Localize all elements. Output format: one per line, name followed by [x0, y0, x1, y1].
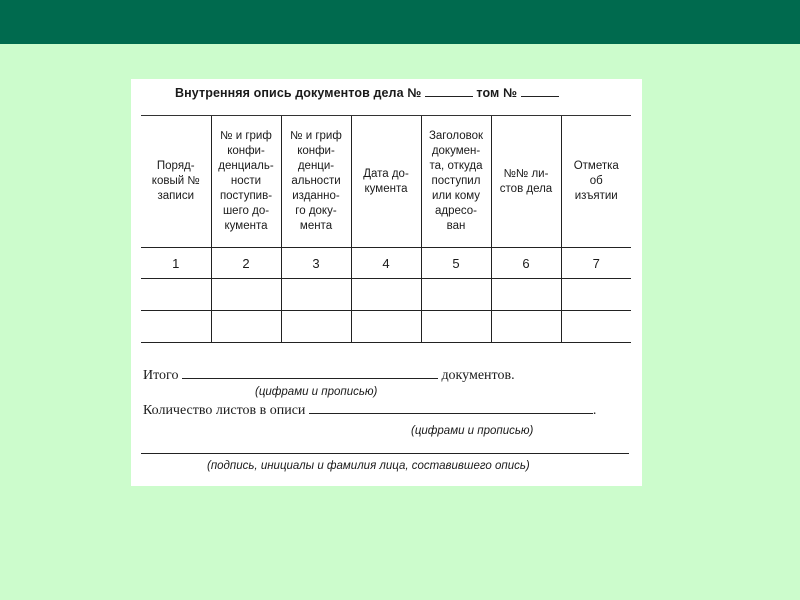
- column-number: 5: [421, 248, 491, 279]
- volume-number-blank: [521, 86, 559, 97]
- table-cell: [421, 311, 491, 343]
- column-number-row: [141, 248, 631, 279]
- inventory-form: [131, 79, 642, 486]
- table-cell: [351, 279, 421, 311]
- table-cell: [491, 311, 561, 343]
- column-header-text: № и гриф конфи- денциаль- ности поступив- шего до- кумента: [218, 130, 274, 232]
- column-header: [141, 116, 211, 248]
- column-header-text: Заголовок докумен- та, откуда поступил или кому адресо- ван: [428, 130, 484, 232]
- column-header: [211, 116, 281, 248]
- top-bar: [0, 0, 800, 44]
- signature-hint: (подпись, инициалы и фамилия лица, составившего опись): [207, 460, 530, 472]
- table-cell: [211, 279, 281, 311]
- table-cell: [281, 279, 351, 311]
- table-cell: [141, 279, 211, 311]
- table-cell: [421, 279, 491, 311]
- total-blank: [182, 366, 438, 379]
- table-cell: [141, 311, 211, 343]
- total-hint: (цифрами и прописью): [255, 386, 378, 398]
- sheets-label: Количество листов в описи: [143, 403, 306, 418]
- column-header-text: № и гриф конфи- денци- альности изданно- го доку- мента: [290, 130, 342, 232]
- table-cell: [561, 279, 631, 311]
- table-cell: [491, 279, 561, 311]
- inventory-table: [141, 116, 631, 343]
- sheets-blank: [309, 401, 593, 414]
- table-cell: [211, 311, 281, 343]
- total-label: Итого: [143, 368, 179, 383]
- total-suffix: документов.: [441, 368, 515, 383]
- column-number: 2: [211, 248, 281, 279]
- case-number-blank: [425, 86, 473, 97]
- column-header-text: Отметка об изъятии: [573, 160, 619, 202]
- column-header-text: Дата до- кумента: [363, 167, 409, 195]
- table-header-row: [141, 116, 631, 248]
- column-header-text: Поряд- ковый № записи: [151, 160, 200, 202]
- column-number: 6: [491, 248, 561, 279]
- column-number: 4: [351, 248, 421, 279]
- table-row: [141, 311, 631, 343]
- column-header: [421, 116, 491, 248]
- column-header: [491, 116, 561, 248]
- table-cell: [281, 311, 351, 343]
- sheets-line: [143, 401, 596, 419]
- column-number: 7: [561, 248, 631, 279]
- sheets-hint: (цифрами и прописью): [411, 425, 534, 437]
- column-header: [561, 116, 631, 248]
- title-tom: том №: [476, 86, 517, 100]
- column-number: 1: [141, 248, 211, 279]
- column-header: [351, 116, 421, 248]
- sheets-suffix: .: [592, 403, 597, 418]
- column-header-text: №№ ли- стов дела: [499, 167, 553, 195]
- column-header: [281, 116, 351, 248]
- title-prefix: Внутренняя опись документов дела №: [175, 86, 422, 100]
- column-number: 3: [281, 248, 351, 279]
- form-title: [175, 86, 559, 100]
- total-line: [143, 366, 515, 384]
- table-row: [141, 279, 631, 311]
- table-cell: [351, 311, 421, 343]
- table-cell: [561, 311, 631, 343]
- signature-rule: [141, 453, 629, 454]
